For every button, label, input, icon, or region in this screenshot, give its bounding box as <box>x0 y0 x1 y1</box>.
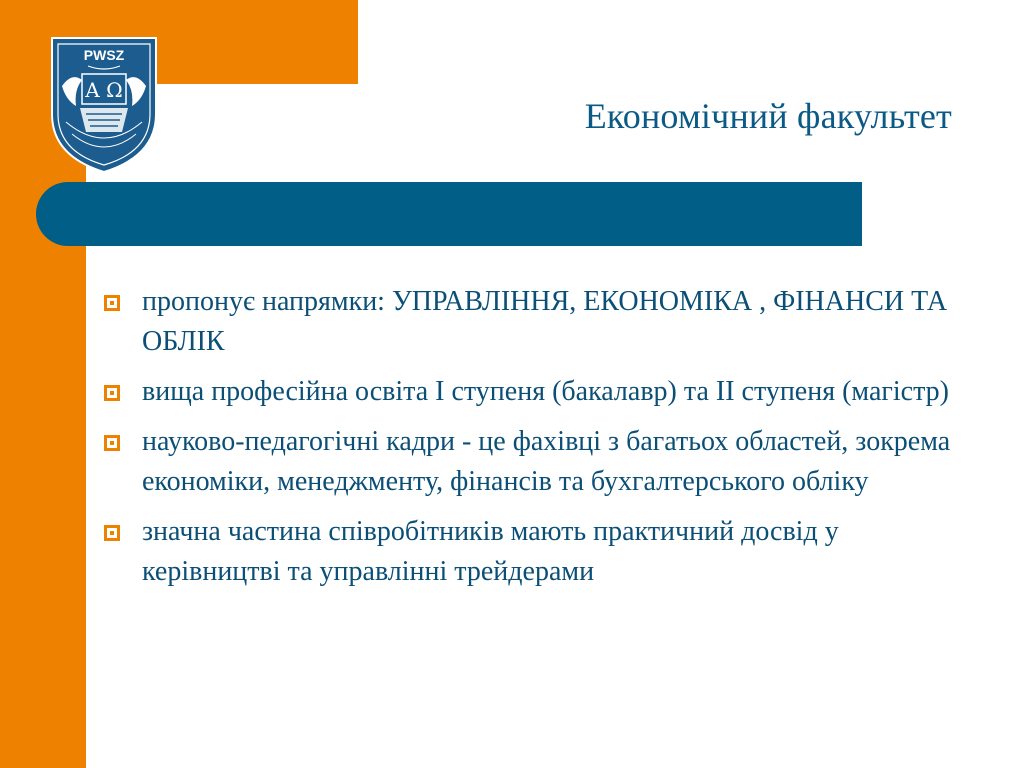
pwsz-logo <box>50 36 158 174</box>
square-bullet-icon <box>104 385 120 401</box>
bullet-text: науково-педагогічні кадри - це фахівці з багатьох областей, зокрема економіки, менеджменту, фінансів та бухгалтерського обліку <box>142 426 951 497</box>
blue-title-band <box>36 182 862 246</box>
logo-pwsz-text: PWSZ <box>83 47 125 63</box>
list-item <box>104 422 984 502</box>
bullet-text: значна частина співробітників мають практичний досвід у керівництві та управлінні трейдерами <box>142 516 839 587</box>
list-item <box>104 282 984 362</box>
bullet-list <box>104 282 984 602</box>
list-item <box>104 512 984 592</box>
logo-alpha-omega: A Ω <box>85 78 123 102</box>
slide-title: Економічний факультет <box>584 96 952 136</box>
square-bullet-icon <box>104 435 120 451</box>
bullet-text: пропонує напрямки: УПРАВЛІННЯ, ЕКОНОМІКА , ФІНАНСИ ТА ОБЛІК <box>142 286 948 357</box>
square-bullet-icon <box>104 525 120 541</box>
bullet-text: вища професійна освіта I ступеня (бакалавр) та II ступеня (магістр) <box>142 376 949 407</box>
list-item <box>104 372 984 412</box>
square-bullet-icon <box>104 295 120 311</box>
